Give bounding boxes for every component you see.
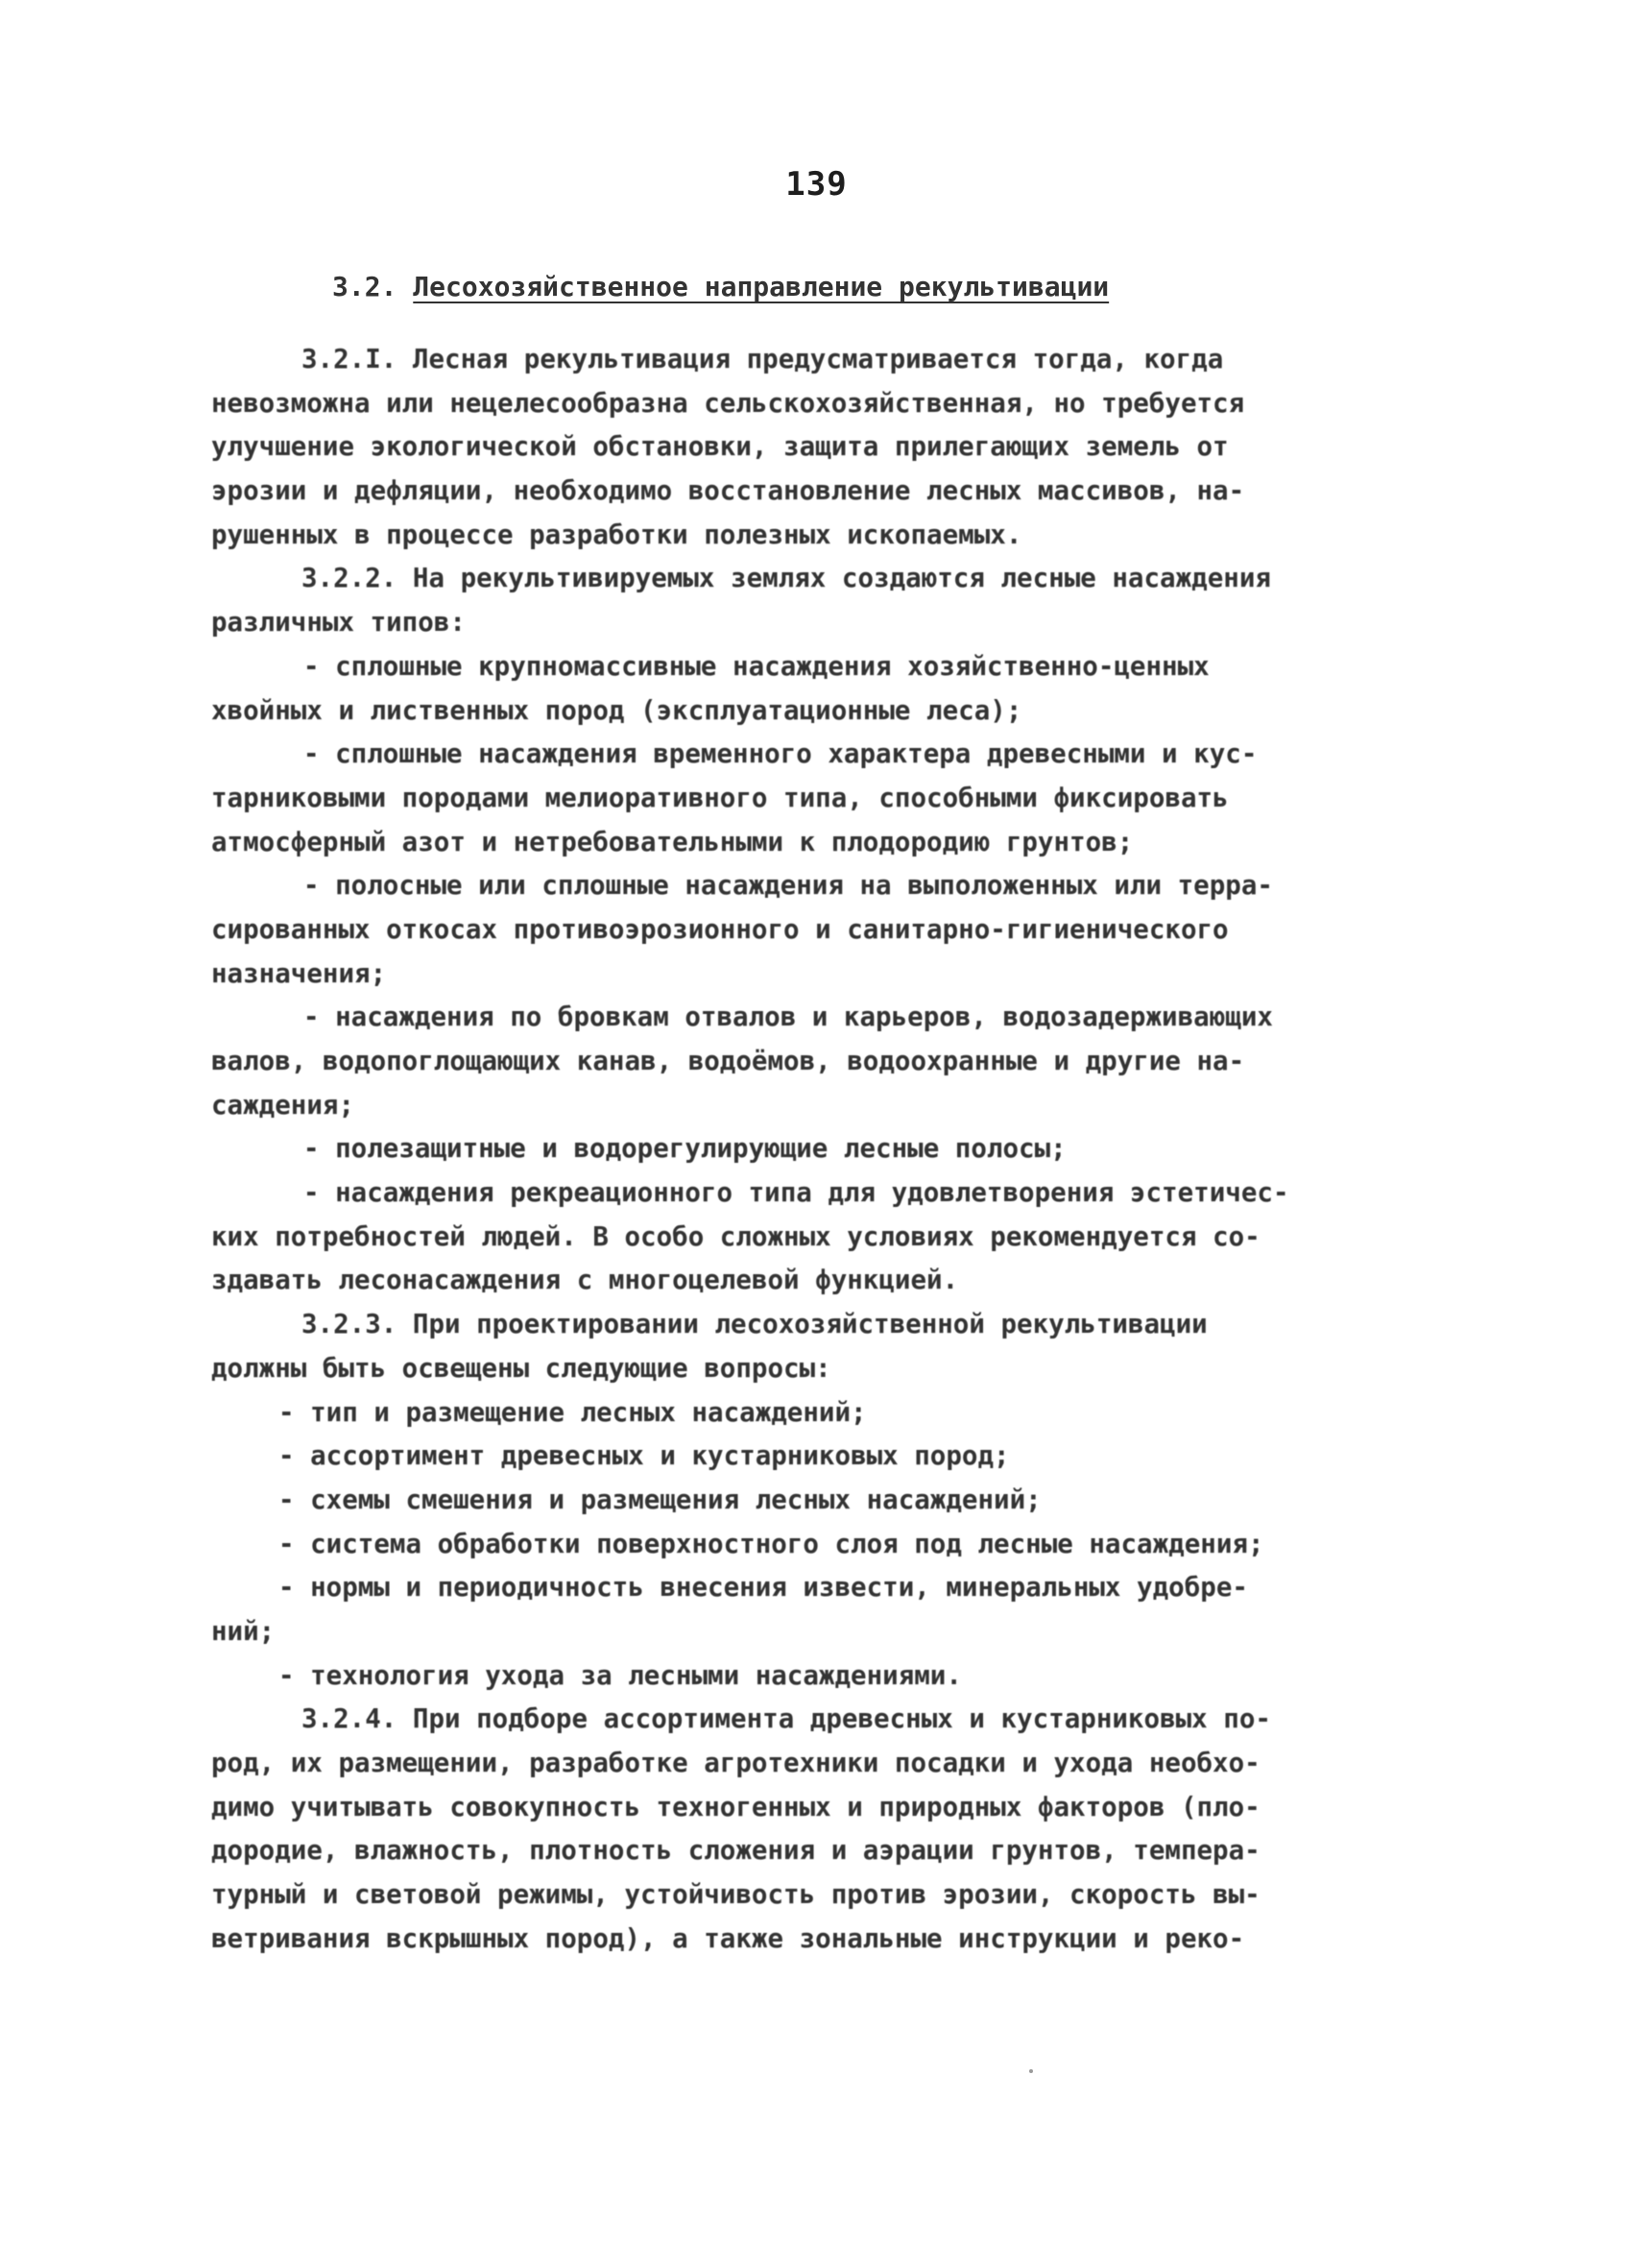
text-line: ний; xyxy=(211,1615,276,1647)
text-line: - полезащитные и водорегулирующие лесные полосы; xyxy=(303,1133,1067,1165)
text-line: 3.2.2. На рекультивируемых землях создаются лесные насаждения xyxy=(301,563,1271,594)
text-line: ветривания вскрышных пород), а также зональные инструкции и реко- xyxy=(211,1922,1245,1954)
text-line: - система обработки поверхностного слоя под лесные насаждения; xyxy=(278,1528,1264,1559)
text-line: - схемы смешения и размещения лесных насаждений; xyxy=(278,1484,1042,1515)
text-line: турный и световой режимы, устойчивость против эрозии, скорость вы- xyxy=(211,1879,1261,1911)
section-title: Лесохозяйственное направление рекультивации xyxy=(413,271,1110,302)
text-line: различных типов: xyxy=(211,607,466,639)
text-line: - технология ухода за лесными насаждениями. xyxy=(278,1659,962,1691)
text-line: - насаждения по бровкам отвалов и карьеров, водозадерживающих xyxy=(303,1001,1273,1033)
text-line: хвойных и лиственных пород (эксплуатационные леса); xyxy=(211,694,1022,726)
body-text xyxy=(211,338,1450,1961)
text-line: димо учитывать совокупность техногенных и природных факторов (пло- xyxy=(211,1791,1261,1822)
section-number: 3.2. xyxy=(332,271,397,302)
text-line: - тип и размещение лесных насаждений; xyxy=(278,1396,867,1428)
page-number: 139 xyxy=(785,165,848,204)
text-line: атмосферный азот и нетребовательными к плодородию грунтов; xyxy=(211,826,1134,857)
text-line: должны быть освещены следующие вопросы: xyxy=(211,1352,831,1384)
text-line: валов, водопоглощающих канав, водоёмов, водоохранные и другие на- xyxy=(211,1046,1245,1076)
text-line: эрозии и дефляции, необходимо восстановление лесных массивов, на- xyxy=(211,475,1245,507)
text-line: 3.2.I. Лесная рекультивация предусматривается тогда, когда xyxy=(301,344,1224,374)
text-line: - полосные или сплошные насаждения на выположенных или терра- xyxy=(303,870,1273,902)
text-line: ких потребностей людей. В особо сложных условиях рекомендуется со- xyxy=(211,1220,1261,1252)
scan-speck xyxy=(1029,2069,1033,2073)
text-line: - нормы и периодичность внесения извести, минеральных удобре- xyxy=(278,1572,1248,1604)
text-line: род, их размещении, разработке агротехники посадки и ухода необхо- xyxy=(211,1748,1261,1778)
text-line: - сплошные крупномассивные насаждения хозяйственно-ценных xyxy=(303,650,1210,682)
text-line: назначения; xyxy=(211,957,387,989)
text-line: невозможна или нецелесообразна сельскохозяйственная, но требуется xyxy=(211,387,1245,419)
text-line: дородие, влажность, плотность сложения и аэрации грунтов, темпера- xyxy=(211,1835,1261,1867)
text-line: здавать лесонасаждения с многоцелевой функцией. xyxy=(211,1265,959,1296)
text-line: 3.2.3. При проектировании лесохозяйственной рекультивации xyxy=(301,1309,1208,1340)
text-line: улучшение экологической обстановки, защита прилегающих земель от xyxy=(211,431,1229,463)
text-line: саждения; xyxy=(211,1089,355,1121)
text-line: - сплошные насаждения временного характера древесными и кус- xyxy=(303,738,1258,770)
text-line: - ассортимент древесных и кустарниковых пород; xyxy=(278,1440,1010,1472)
text-line: тарниковыми породами мелиоративного типа, способными фиксировать xyxy=(211,782,1229,813)
text-line: - насаждения рекреационного типа для удовлетворения эстетичес- xyxy=(303,1177,1289,1209)
text-line: рушенных в процессе разработки полезных ископаемых. xyxy=(211,519,1022,550)
text-line: сированных откосах противоэрозионного и санитарно-гигиенического xyxy=(211,913,1229,945)
section-heading xyxy=(332,271,1109,302)
text-line: 3.2.4. При подборе ассортимента древесных и кустарниковых по- xyxy=(301,1703,1271,1735)
